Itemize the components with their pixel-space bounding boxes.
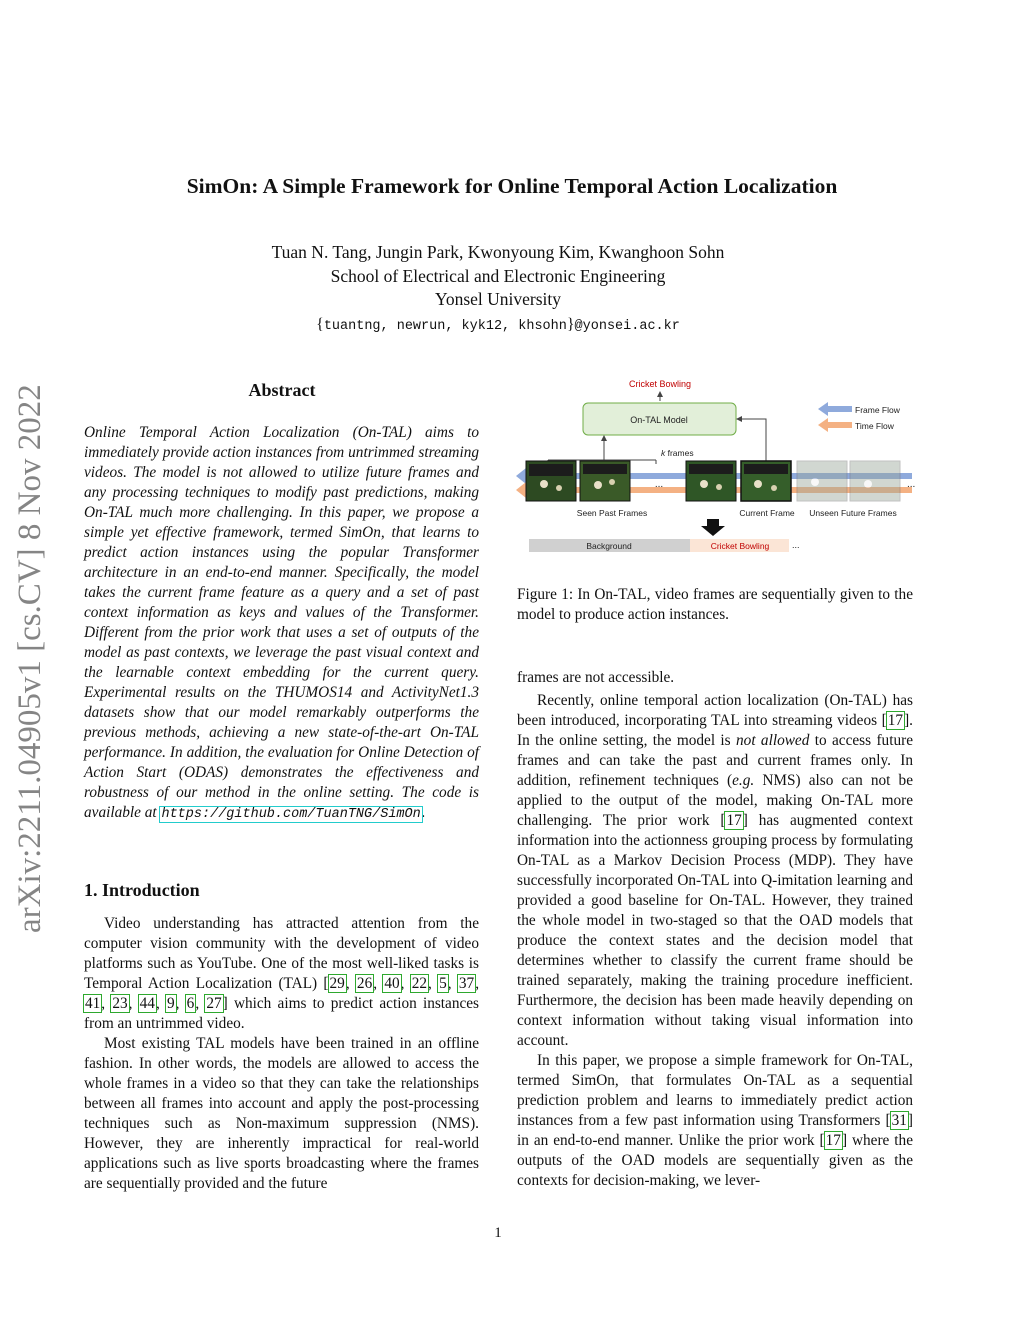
rp1-a: Recently, online temporal action localization (On-TAL) has been introduced, incorporating TAL into streaming videos [	[517, 692, 913, 729]
figure-1	[512, 372, 924, 562]
rp1-emphasis: not allowed	[736, 732, 810, 749]
citation-link[interactable]: 31	[891, 1112, 907, 1129]
k-frames-k: k	[661, 448, 666, 458]
rp2-a: In this paper, we propose a simple framework for On-TAL, termed SimOn, that formulates On-TAL as a sequential prediction problem and learns to immediately predict action instances from a few past information using Transformers [	[517, 1052, 913, 1129]
authors: Tuan N. Tang, Jungin Park, Kwonyoung Kim, Kwanghoon Sohn	[271, 242, 725, 262]
right-column-body	[517, 668, 913, 1191]
current-frame-label: Current Frame	[739, 508, 795, 518]
abstract-end: .	[421, 804, 426, 821]
paper-title: SimOn: A Simple Framework for Online Temporal Action Localization	[186, 174, 838, 198]
output-down-arrow	[701, 519, 725, 536]
citation-link[interactable]: 17	[726, 812, 742, 829]
citation-link[interactable]: 22	[411, 975, 428, 992]
k-frames-rest: frames	[665, 448, 694, 458]
figure-1-caption: Figure 1: In On-TAL, video frames are sequentially given to the model to produce action instances.	[517, 586, 913, 623]
right-paragraph-2	[517, 1051, 913, 1191]
intro-p1-text: Video understanding has attracted attention from the computer vision community with the development of video platforms such as YouTube. One of the most well-liked tasks is Temporal Action Localization (TAL) [	[84, 915, 479, 992]
citation-link[interactable]: 40	[384, 975, 400, 992]
rp2-b: ] in an end-to-end manner. Unlike the prior work [	[517, 1112, 913, 1149]
rp1-b: ]. In the online setting, the model is	[517, 712, 913, 749]
section-heading-introduction: 1. Introduction	[84, 880, 200, 900]
abstract-text: Online Temporal Action Localization (On-TAL) aims to immediately provide action instances from untrimmed streaming videos. The model is not allowed to utilize future frames and any processing techniques to modify past predictions, making On-TAL much more challenging. In this paper, we propose a simple yet effective framework, termed SimOn, that learns to predict action instances using the popular Transformer architecture in an end-to-end manner. Specifically, the model takes the current frame feature as a query and a set of past context information as keys and values of the Transformer. Different from the prior work that uses a set of outputs of the model as past contexts, we leverage the past visual context and the learnable context embedding for the current query. Experimental results on the THUMOS14 and ActivityNet1.3 datasets show that our model remarkably outperforms the previous methods, achieving a new state-of-the-art On-TAL performance. In addition, the evaluation for Online Detection of Action Start (ODAS) demonstrates the effectiveness and robustness of our method in the online setting. The code is available at	[84, 424, 479, 821]
citation-link[interactable]: 29	[329, 975, 345, 992]
k-frames-label	[661, 448, 694, 458]
frame-flow-legend-label: Frame Flow	[855, 405, 900, 415]
email-brace-open: {	[316, 316, 324, 333]
on-tal-model-label: On-TAL Model	[630, 415, 688, 425]
citation-link[interactable]: 27	[206, 995, 222, 1012]
abstract-heading: Abstract	[248, 380, 316, 400]
unseen-frame	[797, 461, 847, 501]
seen-frame	[580, 461, 630, 501]
citation-link[interactable]: 17	[887, 712, 904, 729]
rp1-e: ] has augmented context information into the actionness grouping process by formulating On-TAL as a Markov Decision Process (MDP). They have successfully incorporated On-TAL into Q-imitation learning and provided a good baseline for On-TAL. However, they trained the whole model in two-staged so that the OAD models that produce the context states and the decision model that determines whether to classify the current frame should be trained separately, making the training procedure inefficient. Furthermore, the decision has been made heavily depending on context information without taking visual information into account.	[517, 812, 913, 1049]
email-domain: @yonsei.ac.kr	[574, 319, 680, 334]
rp1-d: NMS) also can not be applied to the output of the model, making On-TAL more challenging. The prior work [	[517, 772, 913, 829]
citation-link[interactable]: 23	[112, 995, 128, 1012]
seen-frame	[686, 461, 736, 501]
citation-link[interactable]: 44	[139, 995, 155, 1012]
rp1-eg: e.g.	[732, 772, 755, 789]
abstract-body	[84, 423, 479, 825]
author-emails	[0, 316, 996, 334]
email-names: tuantng, newrun, kyk12, khsohn	[323, 319, 567, 334]
citation-link[interactable]: 26	[356, 975, 373, 992]
seen-past-frames-label: Seen Past Frames	[576, 508, 648, 518]
rp2-c: ] where the outputs of the OAD models are sequentially given as the contexts for decision-making, we lever-	[517, 1132, 913, 1189]
unseen-frame	[850, 461, 900, 501]
future-ellipsis: ...	[907, 479, 916, 490]
citation-link[interactable]: 17	[825, 1132, 841, 1149]
citation-link[interactable]: 9	[166, 995, 175, 1012]
intro-p1-end: ] which aims to predict action instances from an untrimmed video.	[84, 995, 480, 1032]
citation-link[interactable]: 6	[186, 995, 195, 1012]
unseen-future-frames-label: Unseen Future Frames	[809, 508, 897, 518]
current-frame-connector	[737, 419, 766, 464]
email-brace-close: }	[566, 316, 575, 333]
figure-output-label: Cricket Bowling	[628, 379, 692, 389]
bar-ellipsis: ...	[792, 540, 800, 550]
frames-ellipsis: ...	[654, 479, 664, 490]
rp1-c: to access future frames and can take the past and current frames only. In addition, refinement techniques (	[517, 732, 913, 789]
citation-link[interactable]: 41	[85, 995, 101, 1012]
time-flow-legend-label: Time Flow	[855, 421, 894, 431]
time-flow-legend-arrow	[818, 418, 852, 432]
right-paragraph-1	[517, 691, 913, 1051]
introduction-body	[84, 914, 479, 1194]
background-bar-label: Background	[586, 541, 632, 551]
arxiv-stamp: arXiv:2211.04905v1 [cs.CV] 8 Nov 2022	[12, 384, 48, 933]
citation-link[interactable]: 37	[458, 975, 475, 992]
seen-frame	[526, 461, 576, 501]
citation-link[interactable]: 5	[439, 975, 447, 992]
intro-paragraph-2: Most existing TAL models have been trained in an offline fashion. In other words, the models are allowed to access the whole frames in a video so that they can take the relationships between all frames into account and apply the post-processing techniques such as Non-maximum suppression (NMS). However, they are inherently impractical for real-world applications such as live sports broadcasting where the frames are sequentially provided and the future	[84, 1035, 479, 1192]
action-bar-label: Cricket Bowling	[710, 541, 770, 551]
affiliation-university: Yonsel University	[434, 289, 562, 309]
frame-flow-legend-arrow	[818, 402, 852, 416]
code-link[interactable]: https://github.com/TuanTNG/SimOn	[161, 807, 421, 822]
current-frame	[741, 461, 791, 501]
page-number: 1	[494, 1225, 502, 1241]
affiliation-school: School of Electrical and Electronic Engineering	[330, 266, 666, 286]
right-paragraph-0: frames are not accessible.	[517, 669, 675, 686]
intro-paragraph-1: Video understanding has attracted attention from the computer vision community with the development of video platforms such as YouTube. One of the most well-liked tasks is Temporal Action Localization (TAL) [29, 26, 40, 22, 5, 37, 41, 23, 44, 9, 6, 27] which aims to predict action instances from an untrimmed video.	[84, 915, 480, 1032]
